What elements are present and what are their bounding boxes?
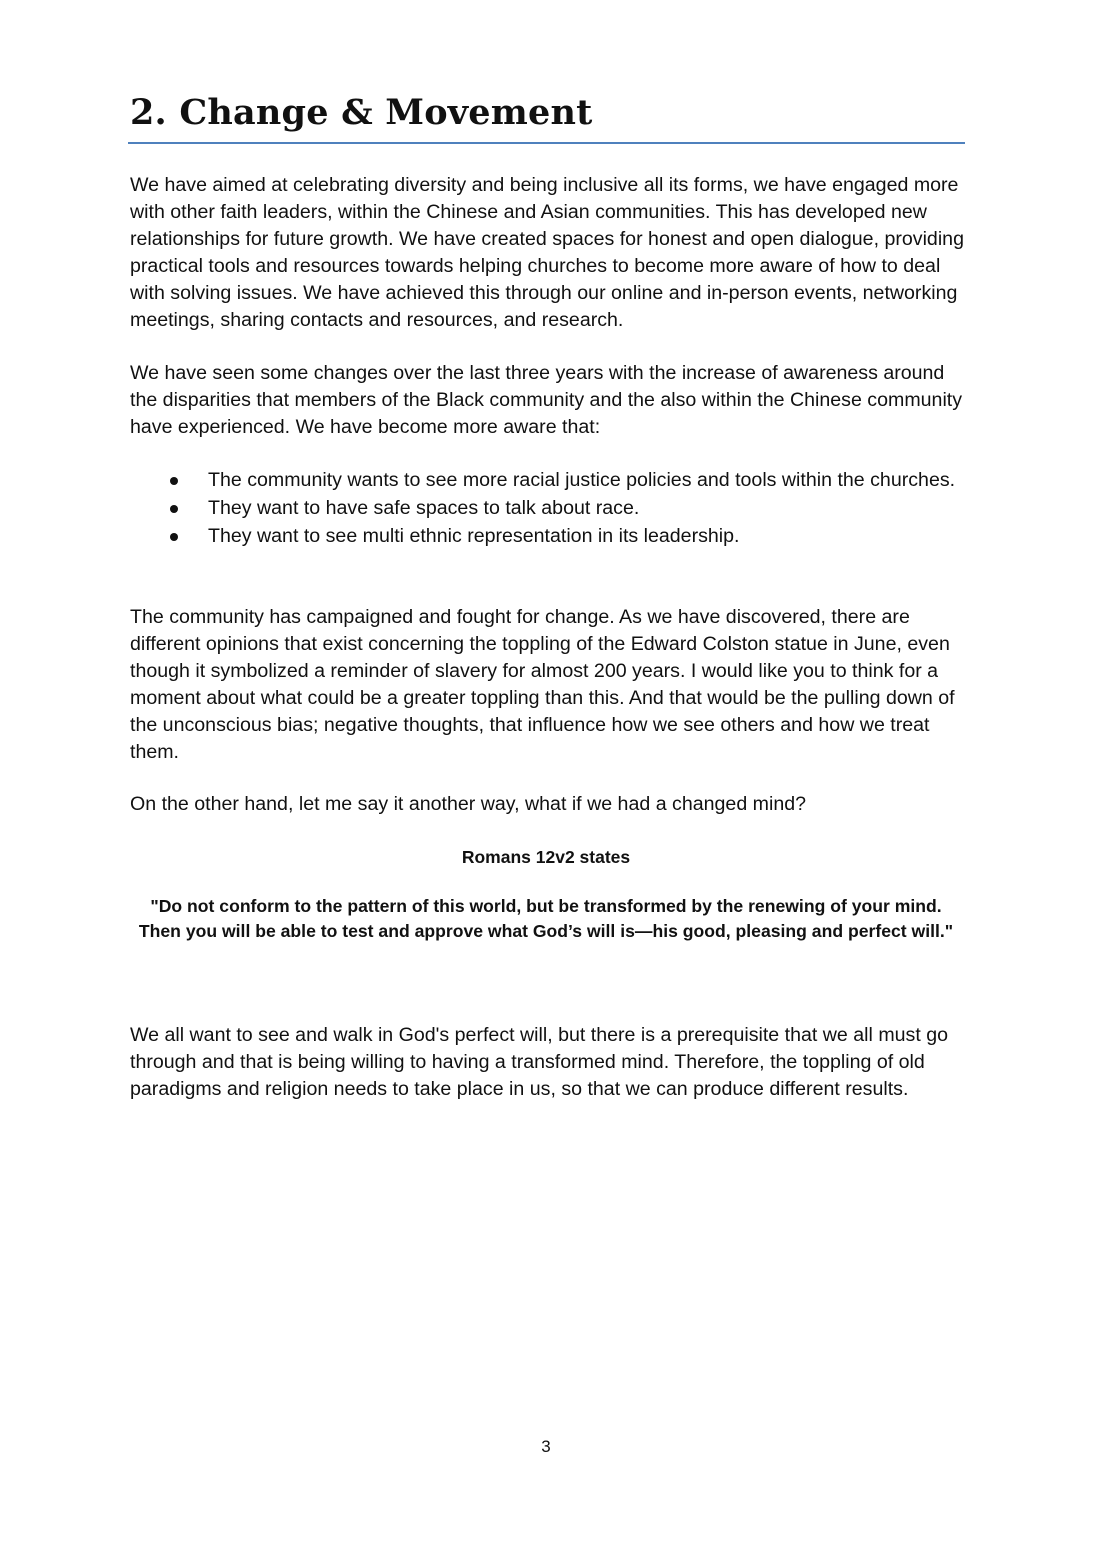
bullet-icon [170, 477, 178, 485]
verse-line-1: "Do not conform to the pattern of this world, but be transformed by the renewing of your mind. [150, 896, 942, 916]
section-heading: 2. Change & Movement [130, 92, 593, 133]
paragraph-changed-mind: On the other hand, let me say it another way, what if we had a changed mind? [130, 793, 807, 815]
list-item [130, 523, 970, 550]
heading-underline [128, 142, 965, 144]
verse-quote [115, 894, 977, 944]
list-item [130, 495, 970, 522]
paragraph-campaign: The community has campaigned and fought for change. As we have discovered, there are different opinions that exist concerning the toppling of the Edward Colston statue in June, even though it symbolized a reminder of slavery for almost 200 years. I would like you to think for a moment about what could be a greater toppling than this. And that would be the pulling down of the unconscious bias; negative thoughts, that influence how we see others and how we treat them. [130, 606, 955, 763]
paragraph-transformed-mind: We all want to see and walk in God's perfect will, but there is a prerequisite that we all must go through and that is being willing to having a transformed mind. Therefore, the toppling of old paradigms and religion needs to take place in us, so that we can produce different results. [130, 1024, 949, 1100]
list-item [130, 467, 970, 494]
list-item-text: The community wants to see more racial justice policies and tools within the churches. [208, 469, 956, 491]
verse-line-2: Then you will be able to test and approve what God’s will is—his good, pleasing and perfect will." [138, 921, 954, 941]
paragraph-diversity: We have aimed at celebrating diversity and being inclusive all its forms, we have engaged more with other faith leaders, within the Chinese and Asian communities. This has developed new relationships for future growth. We have created spaces for honest and open dialogue, providing practical tools and resources towards helping churches to become more aware of how to deal with solving issues. We have achieved this through our online and in-person events, networking meetings, sharing contacts and resources, and research. [130, 174, 964, 331]
paragraph-changes: We have seen some changes over the last three years with the increase of awareness around the disparities that members of the Black community and the also within the Chinese community have experienced. We have become more aware that: [130, 362, 963, 438]
bullet-icon [170, 505, 178, 513]
verse-reference: Romans 12v2 states [461, 847, 631, 867]
bullet-icon [170, 533, 178, 541]
awareness-bullet-list [130, 467, 970, 551]
list-item-text: They want to have safe spaces to talk about race. [208, 497, 640, 519]
list-item-text: They want to see multi ethnic representation in its leadership. [208, 525, 740, 547]
page-number: 3 [541, 1437, 551, 1456]
